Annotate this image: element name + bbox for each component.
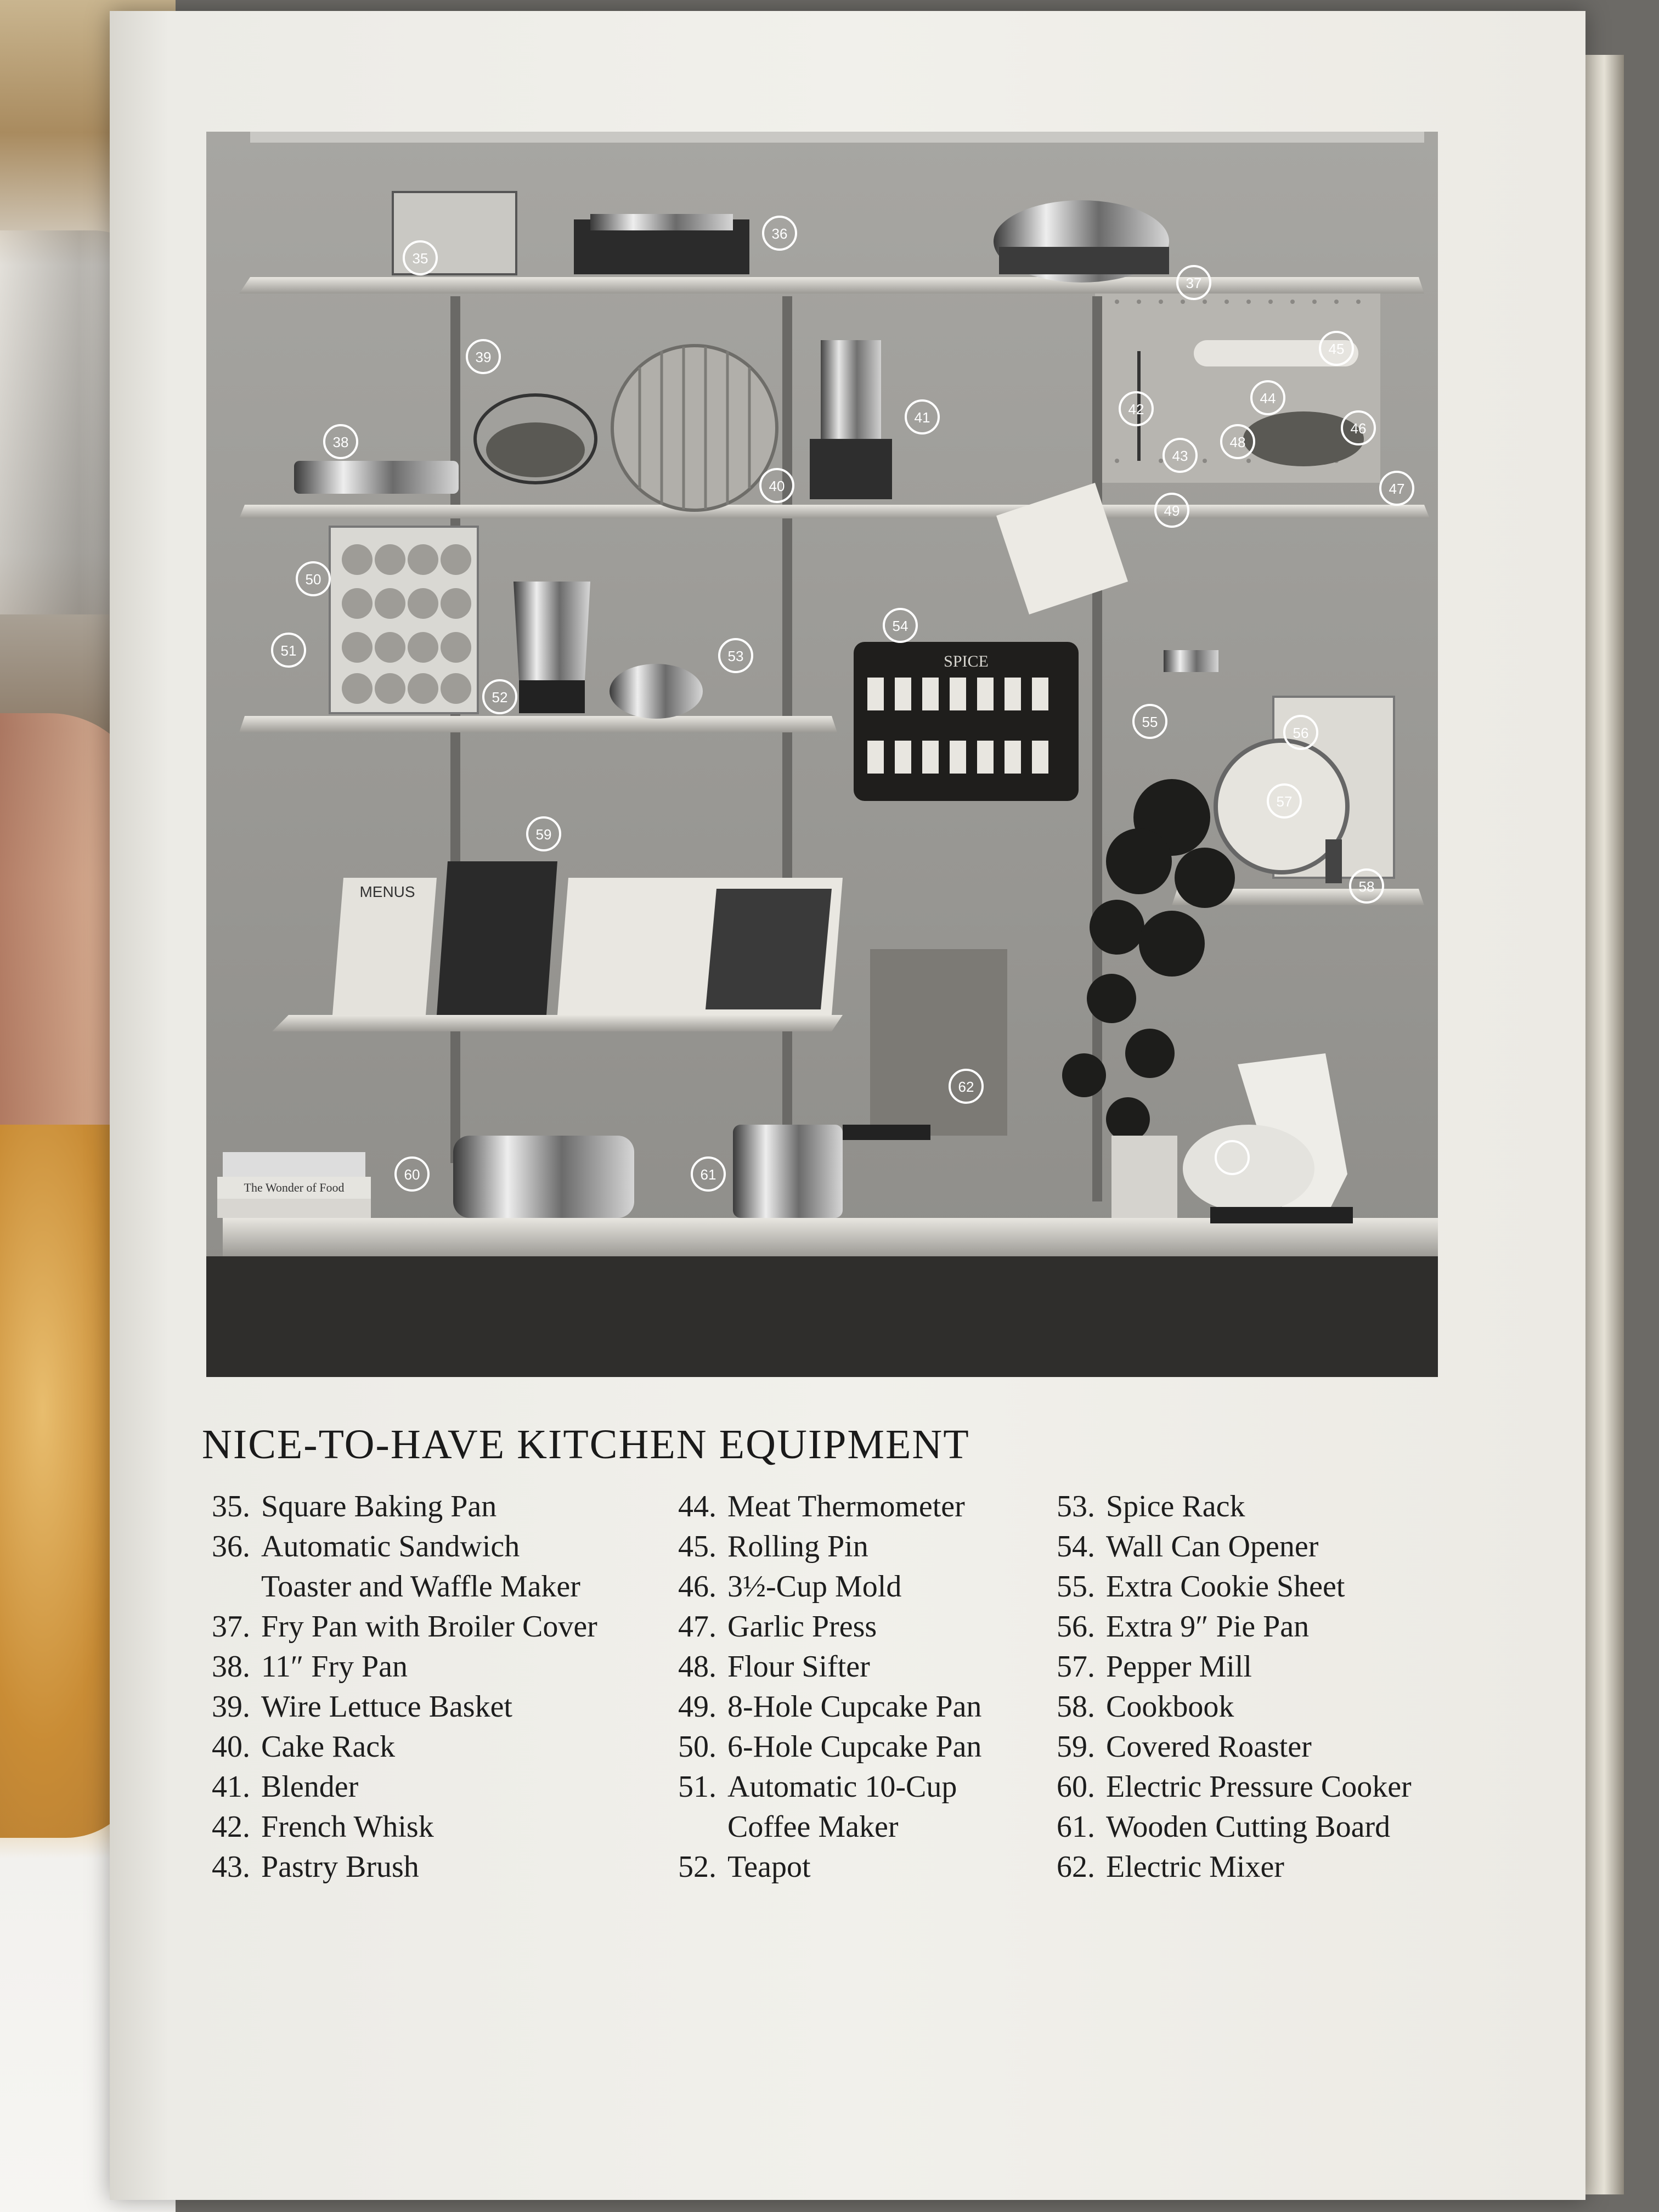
cutting-board bbox=[870, 949, 1007, 1136]
list-item: 53. Spice Rack bbox=[1057, 1489, 1245, 1523]
shelf-1 bbox=[239, 277, 1424, 294]
page-title: NICE-TO-HAVE KITCHEN EQUIPMENT bbox=[202, 1421, 970, 1468]
svg-text:47: 47 bbox=[1389, 481, 1405, 497]
svg-text:48: 48 bbox=[1229, 434, 1246, 450]
list-item: 41. Blender bbox=[212, 1770, 359, 1804]
covered-roaster bbox=[453, 1136, 634, 1218]
list-item: 42. French Whisk bbox=[212, 1810, 434, 1844]
list-item: 45. Rolling Pin bbox=[678, 1530, 868, 1564]
svg-text:42: 42 bbox=[1128, 401, 1144, 417]
list-item: 54. Wall Can Opener bbox=[1057, 1530, 1319, 1564]
svg-text:44: 44 bbox=[1260, 390, 1276, 407]
svg-text:52: 52 bbox=[492, 689, 508, 706]
svg-text:43: 43 bbox=[1172, 448, 1188, 464]
list-item: Toaster and Waffle Maker bbox=[261, 1570, 580, 1604]
list-item: Coffee Maker bbox=[727, 1810, 899, 1844]
list-item: 35. Square Baking Pan bbox=[212, 1489, 497, 1523]
list-item: 36. Automatic Sandwich bbox=[212, 1530, 520, 1564]
list-item: 37. Fry Pan with Broiler Cover bbox=[212, 1610, 597, 1644]
svg-text:60: 60 bbox=[404, 1166, 420, 1183]
bottom-shelf bbox=[223, 1218, 1438, 1256]
list-item: 61. Wooden Cutting Board bbox=[1057, 1810, 1391, 1844]
list-item: 59. Covered Roaster bbox=[1057, 1730, 1312, 1764]
svg-text:59: 59 bbox=[535, 826, 552, 843]
list-item: 48. Flour Sifter bbox=[678, 1650, 870, 1684]
list-item: 49. 8-Hole Cupcake Pan bbox=[678, 1690, 982, 1724]
pressure-cooker bbox=[733, 1125, 843, 1218]
svg-text:57: 57 bbox=[1276, 793, 1293, 810]
spice-rack-label: SPICE bbox=[944, 652, 989, 670]
equipment-list-column-1 bbox=[190, 1487, 597, 1887]
shelf-2 bbox=[239, 505, 1430, 518]
list-item: 57. Pepper Mill bbox=[1057, 1650, 1252, 1684]
list-item: 40. Cake Rack bbox=[212, 1730, 396, 1764]
kitchen-shelves-photo bbox=[206, 132, 1438, 1377]
list-item: 46. 3½-Cup Mold bbox=[678, 1570, 902, 1604]
list-item: 39. Wire Lettuce Basket bbox=[212, 1690, 512, 1724]
list-item: 44. Meat Thermometer bbox=[678, 1489, 965, 1523]
svg-text:39: 39 bbox=[475, 349, 492, 365]
svg-text:40: 40 bbox=[769, 478, 785, 494]
svg-text:53: 53 bbox=[727, 648, 744, 664]
equipment-list-column-3 bbox=[1035, 1487, 1412, 1887]
list-item: 51. Automatic 10-Cup bbox=[678, 1770, 957, 1804]
svg-text:61: 61 bbox=[700, 1166, 716, 1183]
cookbook-2 bbox=[437, 861, 557, 1015]
list-item: 60. Electric Pressure Cooker bbox=[1057, 1770, 1412, 1804]
svg-text:58: 58 bbox=[1358, 878, 1375, 895]
equipment-list-column-2 bbox=[656, 1487, 981, 1887]
book-page bbox=[110, 11, 1585, 2200]
list-item: 56. Extra 9″ Pie Pan bbox=[1057, 1610, 1310, 1644]
svg-text:45: 45 bbox=[1328, 341, 1345, 357]
book-shelf bbox=[272, 1015, 843, 1031]
book-spine-text: The Wonder of Food bbox=[244, 1181, 345, 1194]
list-item: 50. 6-Hole Cupcake Pan bbox=[678, 1730, 982, 1764]
svg-text:62: 62 bbox=[958, 1079, 974, 1095]
list-item: 62. Electric Mixer bbox=[1057, 1850, 1284, 1884]
list-item: 55. Extra Cookie Sheet bbox=[1057, 1570, 1345, 1604]
svg-text:51: 51 bbox=[280, 642, 297, 659]
list-item: 43. Pastry Brush bbox=[212, 1850, 419, 1884]
shelves-illustration bbox=[206, 132, 1438, 1377]
list-item: 38. 11″ Fry Pan bbox=[212, 1650, 408, 1684]
svg-text:49: 49 bbox=[1164, 503, 1180, 519]
list-item: 47. Garlic Press bbox=[678, 1610, 877, 1644]
svg-text:38: 38 bbox=[332, 434, 349, 450]
svg-text:56: 56 bbox=[1293, 725, 1309, 741]
list-item: 58. Cookbook bbox=[1057, 1690, 1234, 1724]
shelf-3 bbox=[239, 716, 837, 732]
svg-text:41: 41 bbox=[914, 409, 930, 426]
svg-text:46: 46 bbox=[1350, 420, 1367, 437]
cookbook-cover-title: MENUS bbox=[359, 883, 415, 900]
svg-text:35: 35 bbox=[412, 250, 428, 267]
svg-text:36: 36 bbox=[771, 225, 788, 242]
svg-text:54: 54 bbox=[892, 618, 909, 634]
svg-text:55: 55 bbox=[1142, 714, 1158, 730]
svg-text:37: 37 bbox=[1186, 275, 1202, 291]
list-item: 52. Teapot bbox=[678, 1850, 811, 1884]
svg-text:50: 50 bbox=[305, 571, 321, 588]
